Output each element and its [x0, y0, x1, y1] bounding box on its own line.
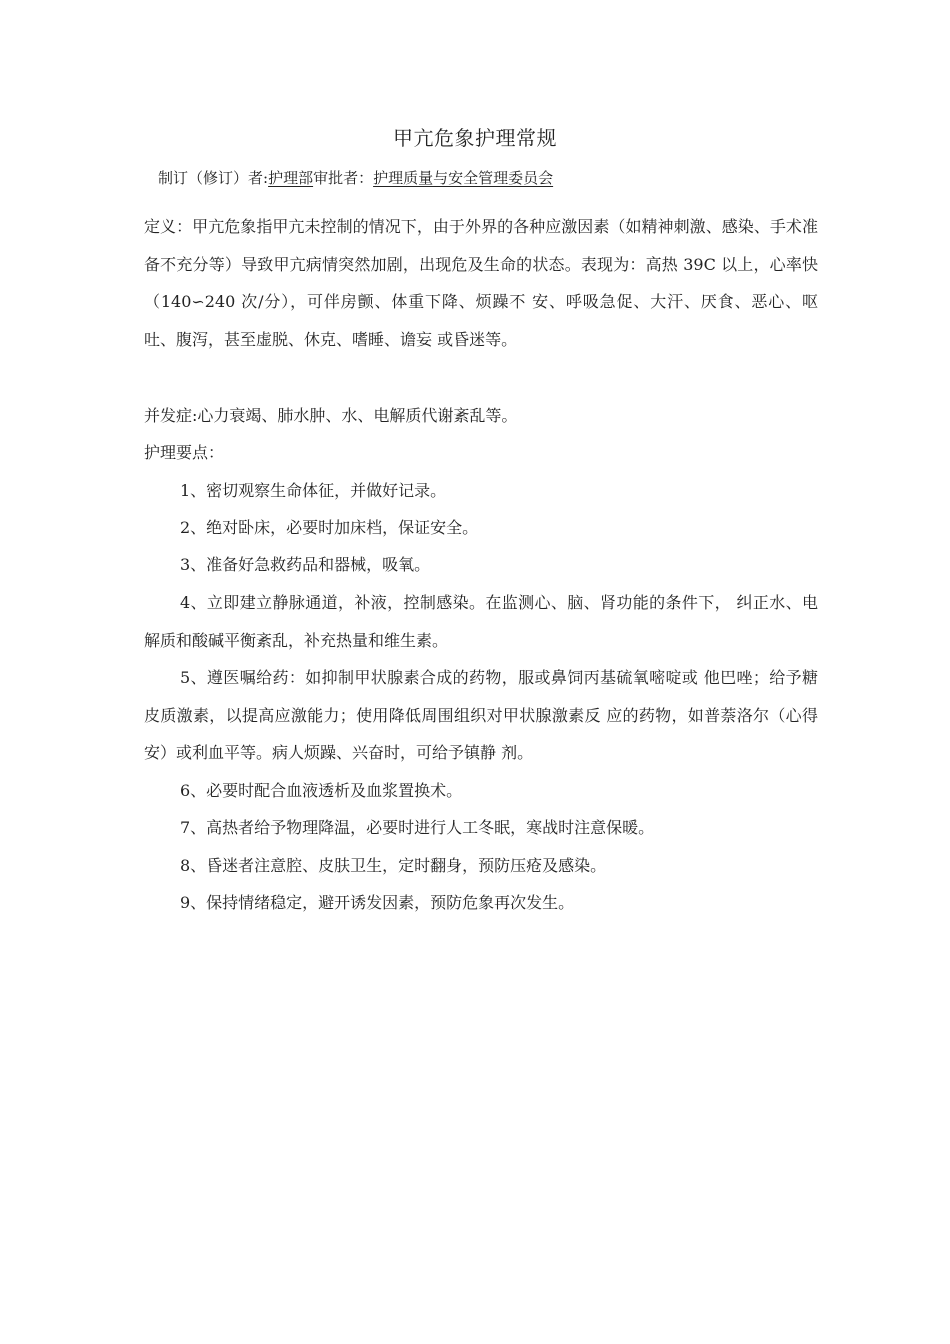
definition-paragraph: 定义：甲亢危象指甲亢未控制的情况下，由于外界的各种应激因素（如精神刺激、感染、手术准备不充分等）导致甲亢病情突然加剧，出现危及生命的状态。表现为：高热 39C 以上，心率快（140∽240 次/分），可伴房颤、体重下降、烦躁不 安、呼吸急促、大汗、厌食、恶心、呕吐、腹泻，甚至虚脱、休克、嗜睡、谵妄 或昏迷等。	[144, 217, 818, 349]
nursing-item-2: 2、绝对卧床，必要时加床档，保证安全。	[180, 518, 479, 537]
nursing-item-4: 4、立即建立静脉通道，补液，控制感染。在监测心、脑、肾功能的条件下， 纠正水、电解质和酸碱平衡紊乱，补充热量和维生素。	[144, 593, 818, 650]
approver-value: 护理质量与安全管理委员会	[373, 169, 554, 187]
nursing-item-6: 6、必要时配合血液透析及血浆置换术。	[180, 781, 463, 800]
maker-label: 制订（修订）者:	[158, 169, 269, 187]
document-title: 甲亢危象护理常规	[393, 126, 557, 150]
nursing-heading: 护理要点：	[144, 443, 225, 462]
nursing-item-3: 3、准备好急救药品和器械，吸氧。	[180, 555, 431, 574]
nursing-item-9: 9、保持情绪稳定，避开诱发因素，预防危象再次发生。	[180, 893, 575, 912]
nursing-item-7: 7、高热者给予物理降温，必要时进行人工冬眠，寒战时注意保暖。	[180, 818, 655, 837]
nursing-item-8: 8、昏迷者注意腔、皮肤卫生，定时翻身，预防压疮及感染。	[180, 856, 607, 875]
approver-label: 审批者：	[313, 169, 374, 187]
document-meta	[158, 166, 553, 190]
maker-value: 护理部	[268, 169, 314, 187]
nursing-item-5: 5、遵医嘱给药：如抑制甲状腺素合成的药物，服或鼻饲丙基硫氧嘧啶或 他巴唑；给予糖皮质激素，以提高应激能力；使用降低周围组织对甲状腺激素反 应的药物，如普萘洛尔（心得安）或利血平等。病人烦躁、兴奋时，可给予镇静 剂。	[144, 668, 818, 762]
complications-paragraph: 并发症:心力衰竭、肺水肿、水、电解质代谢紊乱等。	[144, 406, 518, 425]
nursing-item-1: 1、密切观察生命体征，并做好记录。	[180, 481, 447, 500]
